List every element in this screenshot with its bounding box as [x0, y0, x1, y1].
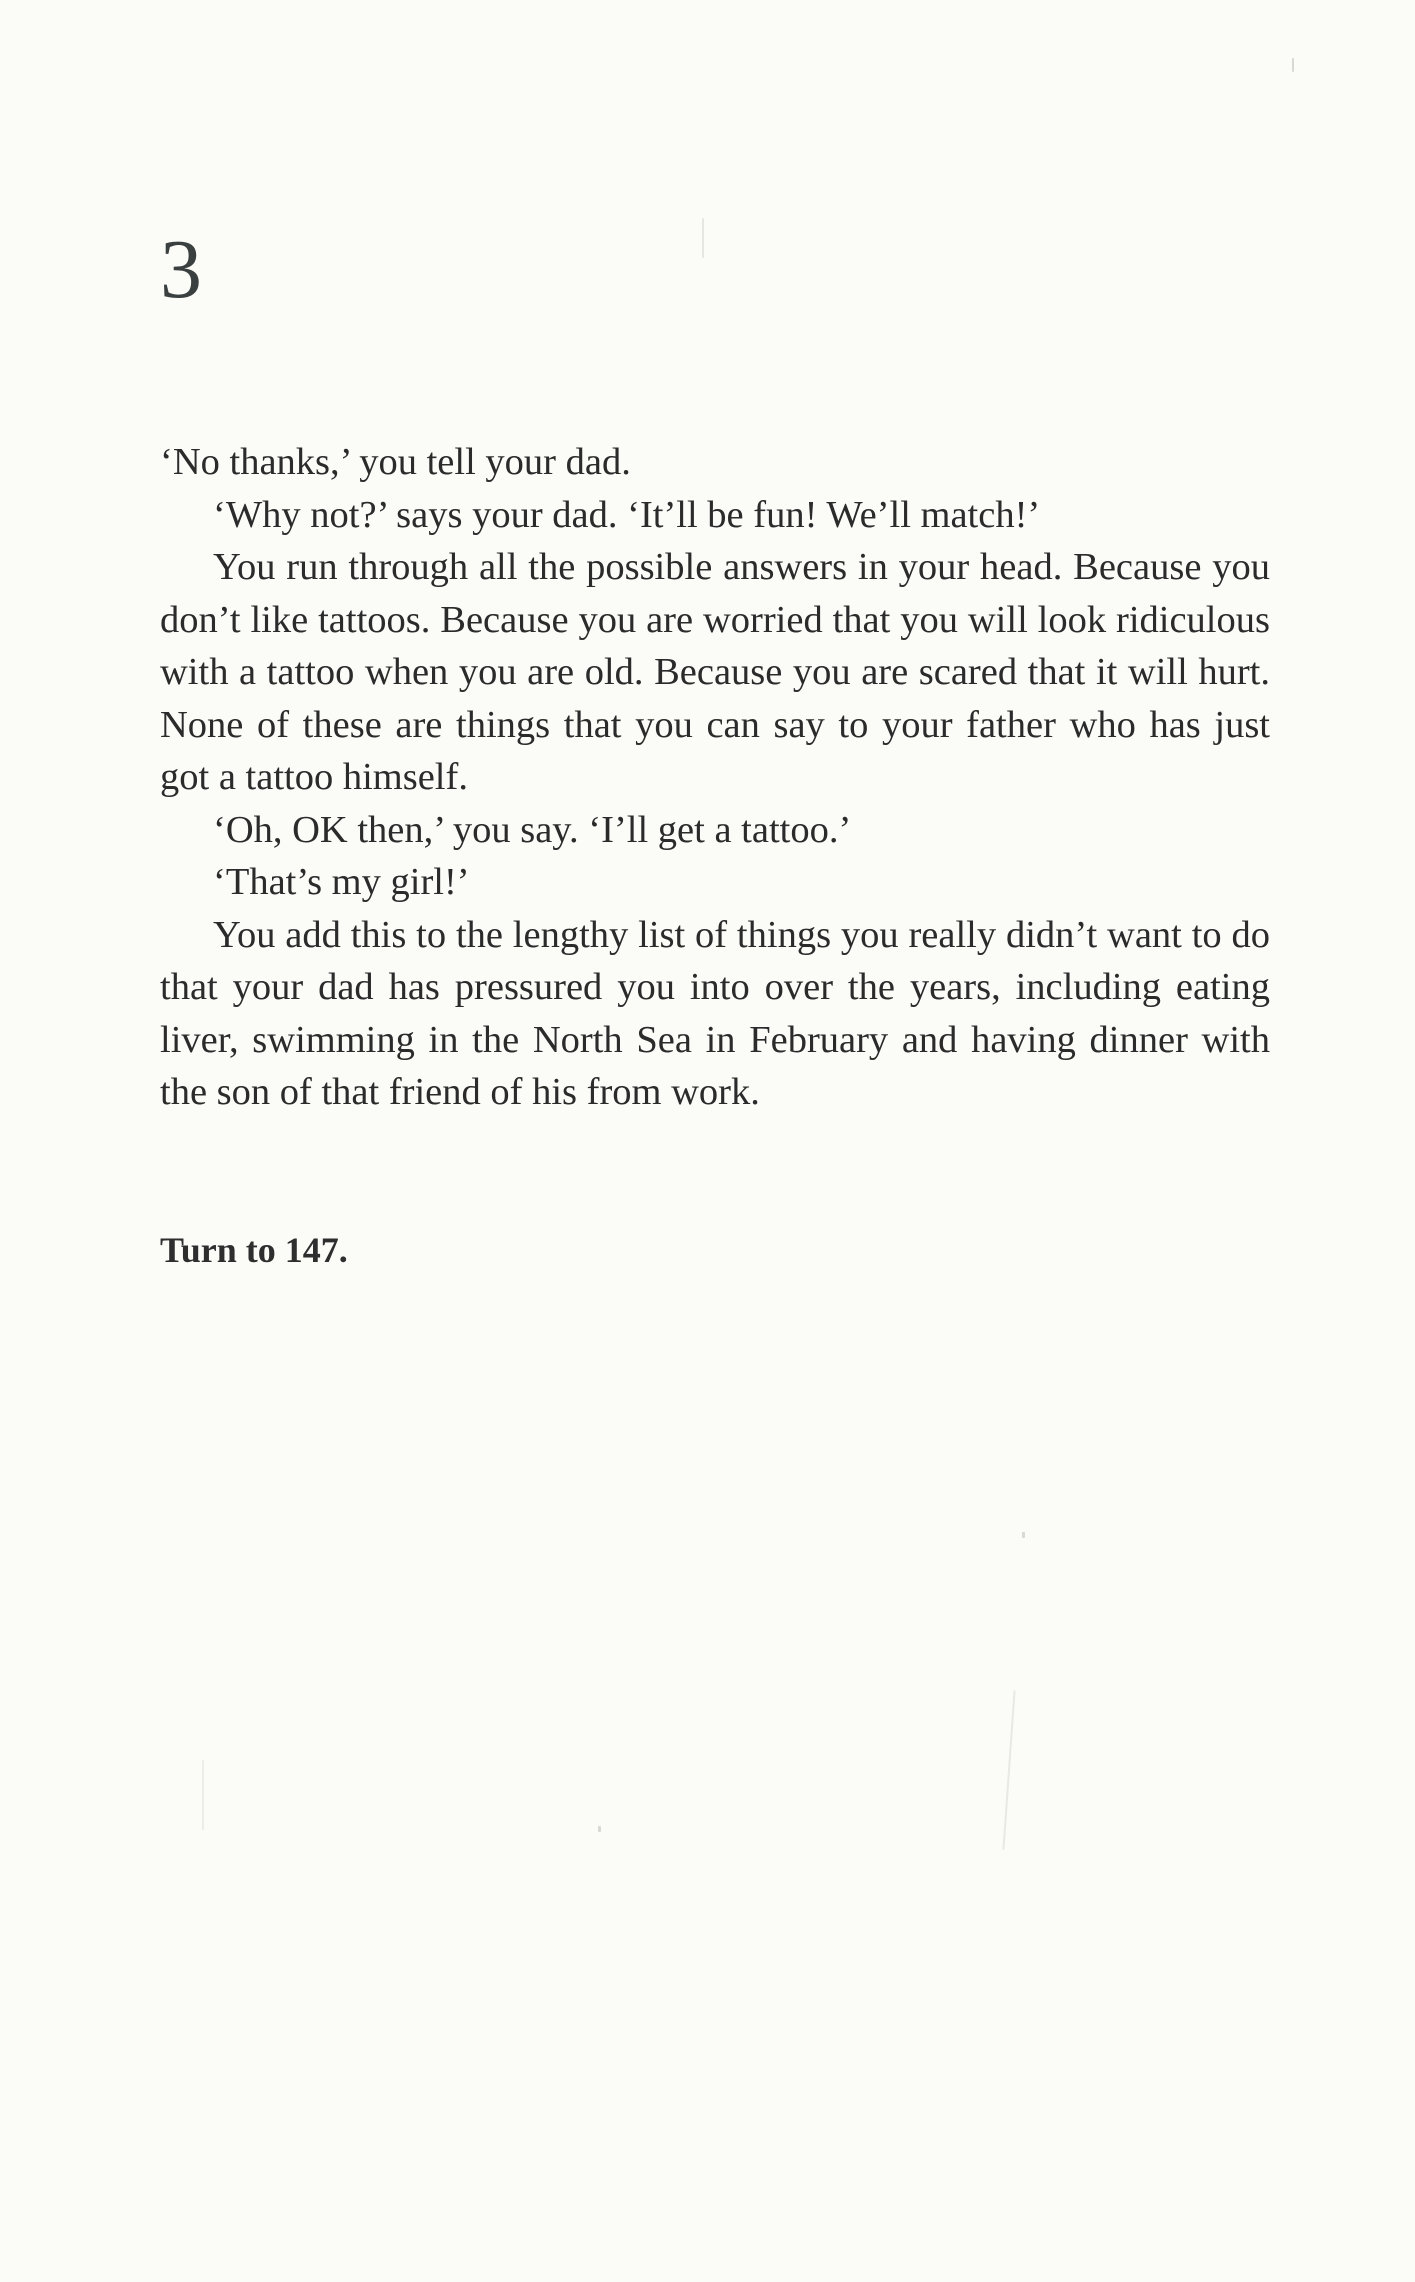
body-text: [160, 436, 1270, 1119]
scan-speck: [202, 1760, 204, 1830]
scan-speck: [598, 1826, 601, 1832]
scan-speck: [1292, 58, 1294, 72]
section-number: 3: [160, 223, 202, 316]
scan-speck: [1002, 1690, 1015, 1850]
paragraph: ‘Why not?’ says your dad. ‘It’ll be fun! We’ll match!’: [213, 493, 1041, 536]
paragraph: ‘Oh, OK then,’ you say. ‘I’ll get a tattoo.’: [213, 808, 852, 851]
turn-to-instruction: Turn to 147.: [160, 1230, 348, 1270]
paragraph: You add this to the lengthy list of things you really didn’t want to do that your dad has pressured you into over the years, including eating liver, swimming in the North Sea in February and having dinner with the son of that friend of his from work.: [160, 913, 1270, 1113]
scan-speck: [1022, 1532, 1025, 1538]
paragraph: ‘No thanks,’ you tell your dad.: [160, 441, 631, 483]
scan-speck: [702, 218, 704, 258]
paragraph: You run through all the possible answers in your head. Because you don’t like tattoos. Because you are worried that you will look ridiculous with a tattoo when you are old. Because you are scared that it will hurt. None of these are things that you can say to your father who has just got a tattoo himself.: [160, 546, 1270, 798]
paragraph: ‘That’s my girl!’: [213, 861, 470, 903]
